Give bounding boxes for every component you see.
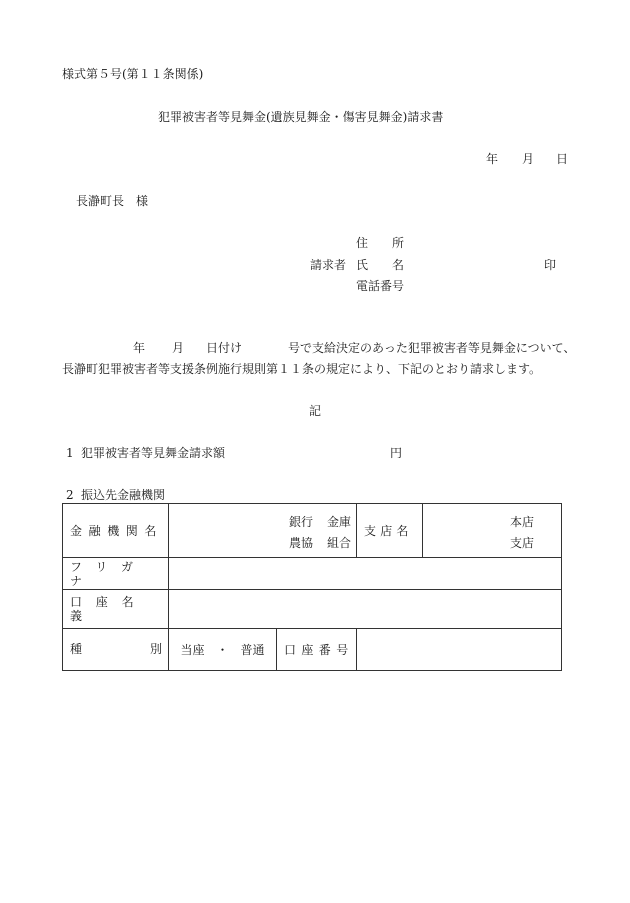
account-number-label: 口座番号 — [284, 642, 354, 657]
account-number-value-cell[interactable] — [357, 629, 562, 671]
addressee: 長瀞町長 様 — [76, 194, 149, 208]
claimant-role-label: 請求者 — [310, 258, 347, 272]
furigana-label: フリガナ — [70, 559, 147, 588]
shiten-option: 支店 — [510, 536, 535, 550]
furigana-value-cell[interactable] — [169, 558, 562, 590]
holder-value-cell[interactable] — [169, 590, 562, 629]
honten-option: 本店 — [510, 515, 535, 529]
document-title: 犯罪被害者等見舞金(遺族見舞金・傷害見舞金)請求書 — [158, 110, 444, 124]
account-type-row — [63, 629, 562, 671]
institution-label: 金融機関名 — [70, 523, 164, 538]
account-type-options: 当座 ・ 普通 — [180, 642, 265, 657]
decision-dated-label: 日付け — [206, 341, 243, 355]
item2-number: 2 — [66, 488, 74, 502]
claim-amount-label: 犯罪被害者等見舞金請求額 — [81, 446, 226, 460]
holder-row — [63, 590, 562, 629]
branch-value-cell[interactable] — [423, 504, 562, 558]
type-label-2: 別 — [150, 642, 163, 656]
phone-label: 電話番号 — [356, 279, 405, 293]
type-label-1: 種 — [70, 642, 83, 656]
yen-unit: 円 — [390, 446, 403, 460]
account-type-label-cell — [63, 629, 169, 671]
decision-year-label: 年 — [133, 341, 146, 355]
bank-info-table — [62, 503, 562, 671]
account-type-options-cell[interactable] — [169, 629, 277, 671]
nokyo-option: 農協 — [289, 536, 314, 550]
kumiai-option: 組合 — [327, 536, 352, 550]
institution-row — [63, 504, 562, 558]
item1-number: 1 — [66, 446, 74, 460]
bank-option: 銀行 — [289, 515, 314, 529]
bank-section-label: 振込先金融機関 — [81, 488, 166, 502]
name-label: 氏 名 — [356, 258, 405, 272]
seal-mark: 印 — [544, 258, 557, 272]
ki-heading: 記 — [309, 404, 322, 418]
date-year-label: 年 — [486, 152, 499, 166]
branch-label: 支店名 — [364, 523, 413, 538]
date-day-label: 日 — [556, 152, 569, 166]
shinkin-option: 金庫 — [327, 515, 352, 529]
institution-value-cell[interactable] — [169, 504, 357, 558]
body-line-2: 長瀞町犯罪被害者等支援条例施行規則第１１条の規定により、下記のとおり請求します。 — [62, 362, 542, 376]
holder-label: 口座名義 — [70, 595, 148, 623]
date-month-label: 月 — [522, 152, 535, 166]
address-label: 住 所 — [356, 236, 405, 250]
institution-label-cell — [63, 504, 169, 558]
branch-label-cell — [357, 504, 423, 558]
body-line-1: 号で支給決定のあった犯罪被害者等見舞金について、 — [288, 341, 576, 355]
decision-month-label: 月 — [172, 341, 185, 355]
furigana-label-cell — [63, 558, 169, 590]
account-number-label-cell — [277, 629, 357, 671]
holder-label-cell — [63, 590, 169, 629]
furigana-row — [63, 558, 562, 590]
form-number: 様式第５号(第１１条関係) — [62, 67, 204, 81]
